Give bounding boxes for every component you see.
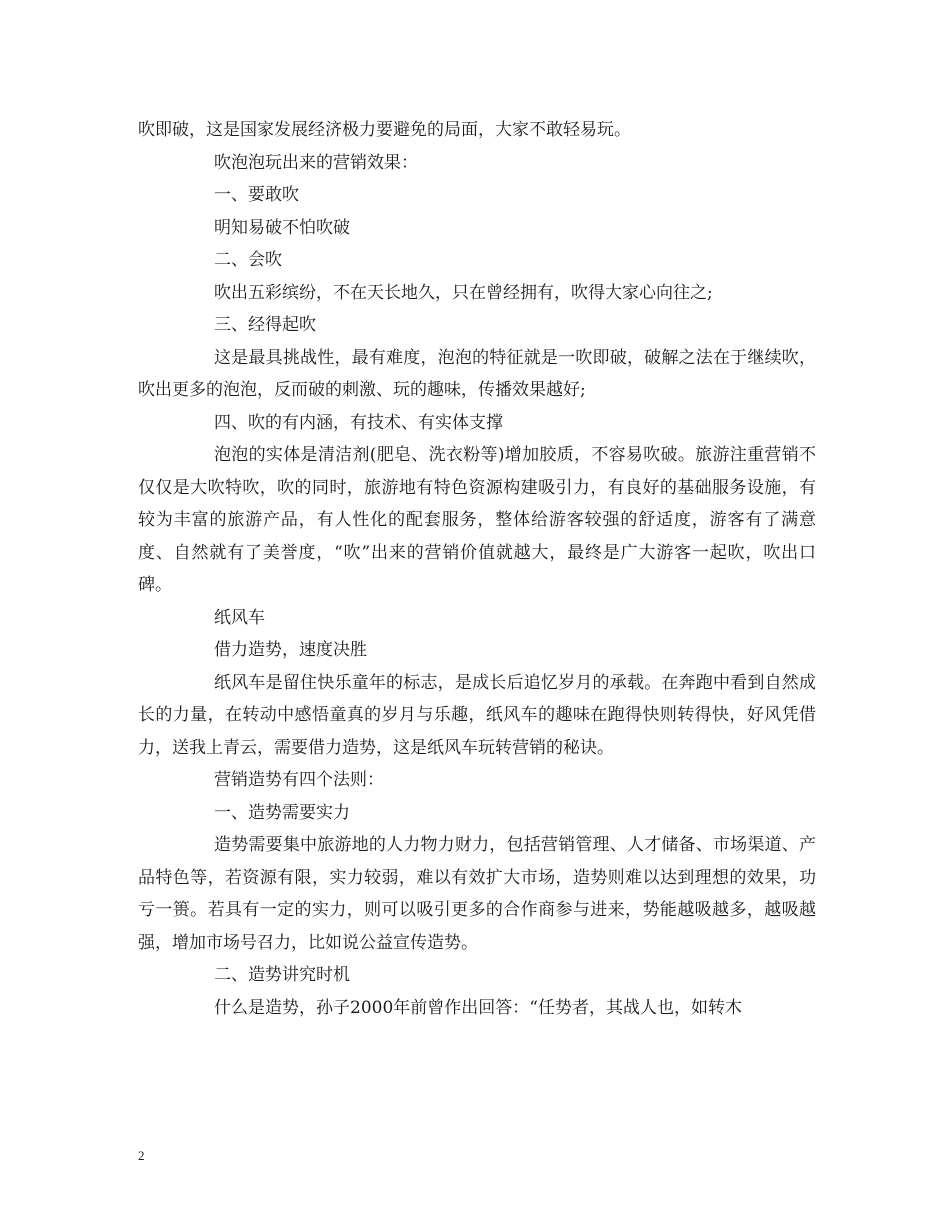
paragraph: 四、吹的有内涵，有技术、有实体支撑 — [214, 412, 503, 433]
page-number: 2 — [138, 1148, 145, 1163]
paragraph: 纸风车是留住快乐童年的标志，是成长后追忆岁月的承载。在奔跑中看到自然成长的力量，在转动中感悟童真的岁月与乐趣，纸风车的趣味在跑得快则转得快，好风凭借力，送我上青云，需要借力造势，这是纸风车玩转营销的秘诀。 — [138, 672, 816, 758]
paragraph: 一、要敢吹 — [214, 185, 299, 205]
paragraph: 什么是造势，孙子2000年前曾作出回答：“任势者，其战人也，如转木 — [214, 997, 742, 1018]
paragraph: 二、造势讲究时机 — [214, 965, 350, 985]
paragraph: 一、造势需要实力 — [214, 802, 350, 823]
paragraph: 三、经得起吹 — [214, 315, 316, 335]
paragraph: 纸风车 — [214, 607, 265, 628]
paragraph: 这是最具挑战性，最有难度，泡泡的特征就是一吹即破，破解之法在于继续吹，吹出更多的泡泡，反而破的刺激、玩的趣味，传播效果越好; — [138, 347, 816, 400]
document-body — [138, 114, 816, 1024]
paragraph: 明知易破不怕吹破 — [214, 217, 350, 238]
paragraph: 吹泡泡玩出来的营销效果： — [214, 152, 418, 173]
paragraph: 营销造势有四个法则： — [214, 770, 384, 790]
paragraph: 吹即破，这是国家发展经济极力要避免的局面，大家不敢轻易玩。 — [138, 120, 631, 140]
paragraph: 造势需要集中旅游地的人力物力财力，包括营销管理、人才储备、市场渠道、产品特色等，若资源有限，实力较弱，难以有效扩大市场，造势则难以达到理想的效果，功亏一篑。若具有一定的实力，则可以吸引更多的合作商参与进来，势能越吸越多，越吸越强，增加市场号召力，比如说公益宣传造势。 — [138, 835, 816, 953]
paragraph: 二、会吹 — [214, 250, 282, 270]
paragraph: 吹出五彩缤纷，不在天长地久，只在曾经拥有，吹得大家心向往之; — [214, 282, 713, 303]
paragraph: 借力造势，速度决胜 — [214, 640, 367, 660]
paragraph: 泡泡的实体是清洁剂(肥皂、洗衣粉等)增加胶质，不容易吹破。旅游注重营销不仅仅是大吹特吹，吹的同时，旅游地有特色资源构建吸引力，有良好的基础服务设施，有较为丰富的旅游产品，有人性化的配套服务，整体给游客较强的舒适度，游客有了满意度、自然就有了美誉度，“吹”出来的营销价值就越大，最终是广大游客一起吹，吹出口碑。 — [138, 445, 816, 595]
